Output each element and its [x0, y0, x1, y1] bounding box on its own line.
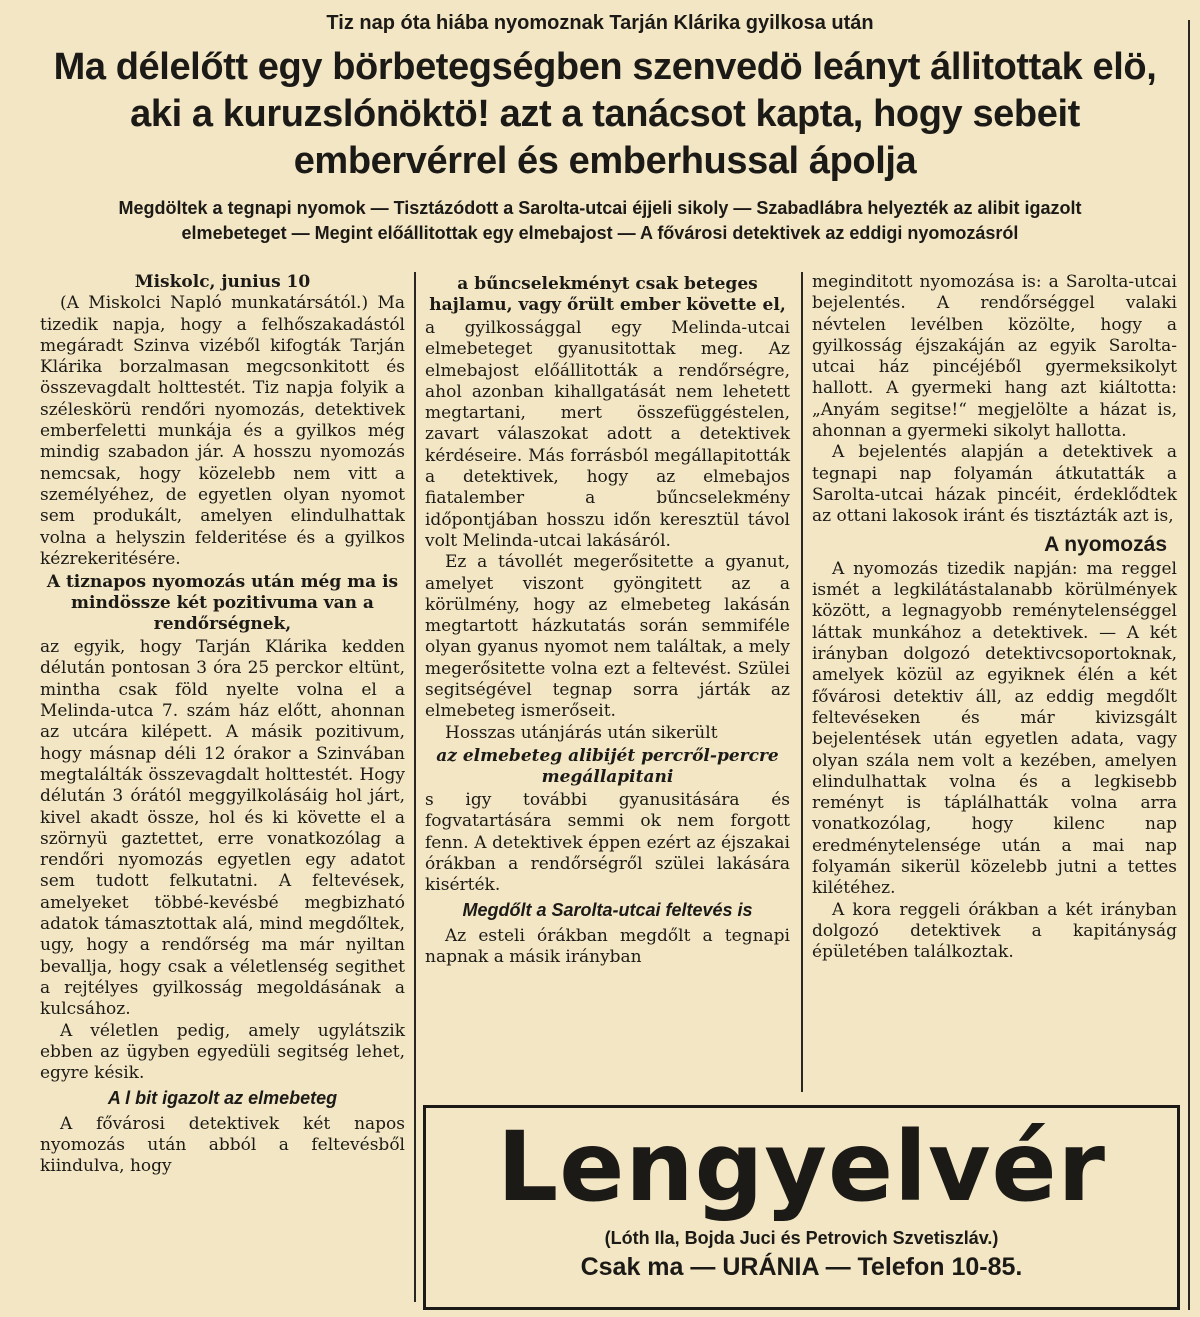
paragraph: a gyilkossággal egy Melinda-utcai elmebeteget gyanusitottak meg. Az elmebajost előállitották a rendőrségre, ahol azonban kihallgatását nem lehetett megtartani, mert összefüggéstelen, zavart válaszokat adott a detektivek kérdéseire. Más forrásból megállapitották a detektivek, hogy az elmebajos fiatalember a bűncselekmény időpontjában hosszu időn keresztül távol volt Melinda-utcai lakásáról.: [425, 318, 790, 551]
paragraph: A véletlen pedig, amely ugylátszik ebben az ügyben egyedüli segitség lehet, egyre késik.: [40, 1020, 405, 1084]
ad-title: Lengyelvér: [497, 1111, 1106, 1223]
kicker: Tiz nap óta hiába nyomoznak Tarján Klárika gyilkosa után: [326, 12, 874, 34]
paragraph: Az esteli órákban megdőlt a tegnapi napnak a másik irányban: [425, 925, 790, 968]
column-divider: [414, 272, 416, 1302]
column-1: [40, 272, 405, 1178]
paragraph: Ez a távollét megerősitette a gyanut, amelyet viszont gyöngitett az a körülmény, hogy az elmebeteg lakásán megtartott házkutatás során semmiféle olyan gyanus nyomot nem találtak, a mely megerősitette volna ezt a feltevést. Szülei segitségével tegnap sorra járták az elmebeteg ismerőseit.: [425, 552, 790, 722]
subheading: A nyomozás: [1044, 532, 1167, 556]
dateline: Miskolc, junius 10: [134, 272, 311, 292]
paragraph: az egyik, hogy Tarján Klárika kedden délután pontosan 3 óra 25 perckor eltünt, mintha csak föld nyelte volna el a Melinda-utca 7. szám ház előtt, ahonnan az utcára kilépett. A másik pozitivum, hogy másnap déli 12 órakor a Szinvában megtalálták összevagdalt holttestét. Hogy délután 3 órától meggyilkolásáig hol járt, kivel akadt össze, hol és ki követte el a szörnyü gaztettet, erre vonatkozólag a rendőri nyomozás egyetlen egy adatot sem tudott felkutatni. A feltevések, amelyeket többé-kevésbé megbizható adatok támasztottak alá, mind megdőltek, ugy, hogy a rendőrség ma már nyiltan bevallja, hogy csak a véletlenség segithet a rejtélyes gyilkosság megoldásának a kulcsához.: [40, 637, 405, 1020]
paragraph: A kora reggeli órákban a két irányban dolgozó detektivek a kapitányság épületében találkoztak.: [812, 899, 1177, 963]
paragraph: s igy további gyanusitására és fogvatartására semmi ok nem forgott fenn. A detektivek éppen ezért az éjszakai órákban a rendőrségről szülei lakására kisérték.: [425, 789, 790, 896]
subheading: Megdőlt a Sarolta-utcai feltevés is: [462, 900, 753, 921]
paragraph: Hosszas utánjárás után sikerült: [445, 722, 718, 743]
paragraph: A bejelentés alapján a detektivek a tegnapi nap folyamán átkutatták a Sarolta-utcai házak pincéit, érdeklődtek az ottani lakosok iránt és tisztázták azt is,: [812, 442, 1177, 527]
subheading: az elmebeteg alibijét percről-percre megállapitani: [436, 745, 779, 787]
page-edge-rule: [1188, 20, 1190, 1310]
paragraph: (A Miskolci Napló munkatársától.) Ma tizedik napja, hogy a felhőszakadástól megáradt Szinva vizéből kifogták Tarján Klárika borzalmasan megcsonkitott és összevagdalt holttestét. Tiz napja folyik a széleskörü rendőri nyomozás, detektivek emberfeletti munkája és a gyilkos még mindig szabadon jár. A hosszu nyomozás nemcsak, hogy közelebb nem vitt a személyéhez, de egyetlen olyan nyomot sem produkált, amelyen elindulhattak volna a helyszin felderitése és a gyilkos kézrekeritésére.: [40, 293, 405, 569]
ad-cast: (Lóth Ila, Bojda Juci és Petrovich Szvetiszláv.): [604, 1228, 999, 1248]
headline: Ma délelőtt egy börbetegségben szenvedö leányt állitottak elö, aki a kuruzslónöktö! azt a tanácsot kapta, hogy sebeit embervérrel és emberhussal ápolja: [53, 46, 1157, 182]
subheading: a bűncselekményt csak beteges hajlamu, vagy őrült ember követte el,: [429, 274, 786, 315]
column-divider: [801, 272, 803, 1092]
subheading: A tiznapos nyomozás után még ma is mindössze két pozitivuma van a rendőrségnek,: [46, 572, 399, 635]
paragraph: A fővárosi detektivek két napos nyomozás után abból a feltevésből kiindulva, hogy: [40, 1113, 405, 1177]
ad-line: Csak ma — URÁNIA — Telefon 10-85.: [580, 1253, 1023, 1281]
paragraph: A nyomozás tizedik napján: ma reggel ismét a legkilátástalanabb körülmények között, a legnagyobb reménytelenséggel láttak munkához a detektivek. — A két irányban dolgozó detektivcsoportoknak, amelyek közül az egyiknek élén a két fővárosi detektiv áll, az eddig megdőlt feltevéseken és már kivizsgált bejelentések után egyetlen adata, vagy olyan szála nem volt a kezében, amelyen elindulhattak volna és a legkisebb reményt is táplálhatták volna arra vonatkozólag, hogy kilenc nap eredménytelensége után a mai nap folyamán sikerül közelebb jutni a tettes kilétéhez.: [812, 558, 1177, 899]
column-3: [812, 272, 1177, 964]
paragraph: meginditott nyomozása is: a Sarolta-utcai bejelentés. A rendőrséggel valaki névtelen levélben közölte, hogy a gyilkosság éjszakáján az egyik Sarolta-utcai ház pincéjéből gyermeksikolyt hallott. A gyermeki hang azt kiáltotta: „Anyám segitse!“ megjelölte a házat is, ahonnan a gyermeki sikolyt hallotta.: [812, 272, 1177, 442]
cinema-ad: [423, 1105, 1180, 1310]
subheading: A l bit igazolt az elmebeteg: [107, 1088, 338, 1109]
deck: Megdöltek a tegnapi nyomok — Tisztázódott a Sarolta-utcai éjjeli sikoly — Szabadlábra helyezték az alibit igazolt elmebeteget — Megint előállitottak egy elmebajost — A fővárosi detektivek az eddigi nyomozásról: [118, 198, 1082, 243]
column-2: [425, 272, 790, 968]
